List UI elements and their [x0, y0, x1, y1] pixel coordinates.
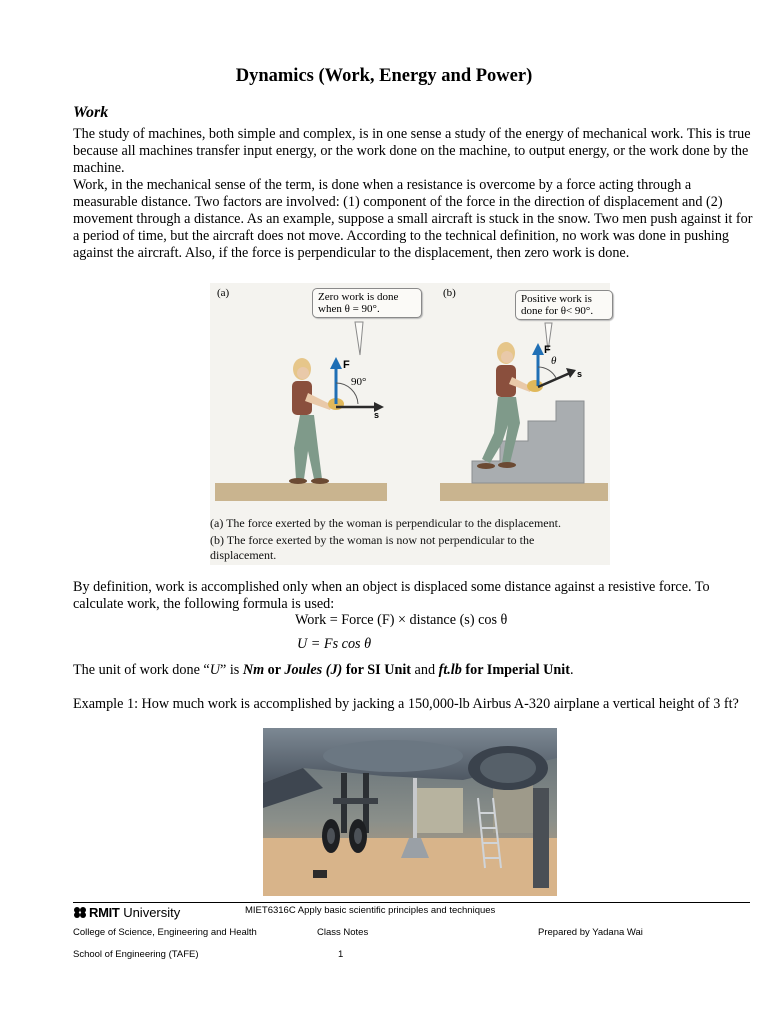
force-label-a: F: [343, 359, 350, 371]
panel-a-label: (a): [217, 287, 230, 299]
callout-positive-work: Positive work is done for θ< 90°.: [515, 290, 613, 320]
formula-words: Work = Force (F) × distance (s) cos θ: [295, 612, 508, 628]
figure-caption-a: (a) The force exerted by the woman is perpendicular to the displacement.: [210, 516, 561, 530]
formula-symbols: U = Fs cos θ: [297, 636, 372, 652]
airbus-jacking-photo: [263, 728, 557, 896]
footer-school: School of Engineering (TAFE): [73, 949, 199, 960]
footer-rule: [73, 902, 750, 903]
hangar-scene: [263, 728, 557, 896]
angle-label-b: θ: [551, 355, 557, 367]
page-title: Dynamics (Work, Energy and Power): [235, 66, 533, 86]
angle-arc-b: [538, 367, 556, 378]
displacement-label-b: s: [577, 369, 583, 379]
definition-paragraph: By definition, work is accomplished only when an object is displaced some distance against a resistive force. To calculate work, the following formula is used:: [73, 579, 710, 612]
footer-course: MIET6316C Apply basic scientific principles and techniques: [245, 905, 496, 916]
figure-caption-b: (b) The force exerted by the woman is now not perpendicular to the displacement.: [210, 533, 535, 562]
force-label-b: F: [544, 344, 551, 356]
footer-college: College of Science, Engineering and Health: [73, 927, 257, 938]
ground-a: [215, 483, 387, 501]
panel-b-label: (b): [443, 287, 456, 299]
footer-class-notes: Class Notes: [317, 927, 369, 938]
ground-b: [440, 483, 608, 501]
page-number: 1: [338, 949, 344, 960]
displacement-label-a: s: [374, 410, 380, 420]
angle-label-a: 90°: [351, 376, 367, 388]
intro-paragraph: The study of machines, both simple and complex, is in one sense a study of the energy of mechanical work. This is true because all machines transfer input energy, or the work done on the machine, to output energy, or the work done by the machine.: [73, 126, 751, 176]
stairs-b: [472, 401, 584, 483]
rmit-emblem-icon: [73, 906, 87, 918]
rmit-logo: RMIT University: [73, 905, 180, 920]
callout-a-tail: [355, 322, 363, 355]
section-heading-work: Work: [73, 104, 109, 121]
work-definition-paragraph: Work, in the mechanical sense of the term, is done when a resistance is overcome by a force acting through a measurable distance. Two factors are involved: (1) component of the force in the direction of displacement and (2) movement through a distance. As an example, suppose a small aircraft is stuck in the snow. Two men push against it for a period of time, but the aircraft does not move. According to the technical definition, no work was done in pushing against the aircraft. Also, if the force is perpendicular to the displacement, then zero work is done.: [73, 177, 753, 261]
callout-zero-work: Zero work is done when θ = 90°.: [312, 288, 422, 318]
unit-sentence: The unit of work done “U” is Nm or Joules (J) for SI Unit and ft.lb for Imperial Unit.: [73, 662, 574, 678]
footer-prepared-by: Prepared by Yadana Wai: [538, 927, 643, 938]
example-question: Example 1: How much work is accomplished by jacking a 150,000-lb Airbus A-320 airplane a vertical height of 3 ft?: [73, 696, 739, 712]
